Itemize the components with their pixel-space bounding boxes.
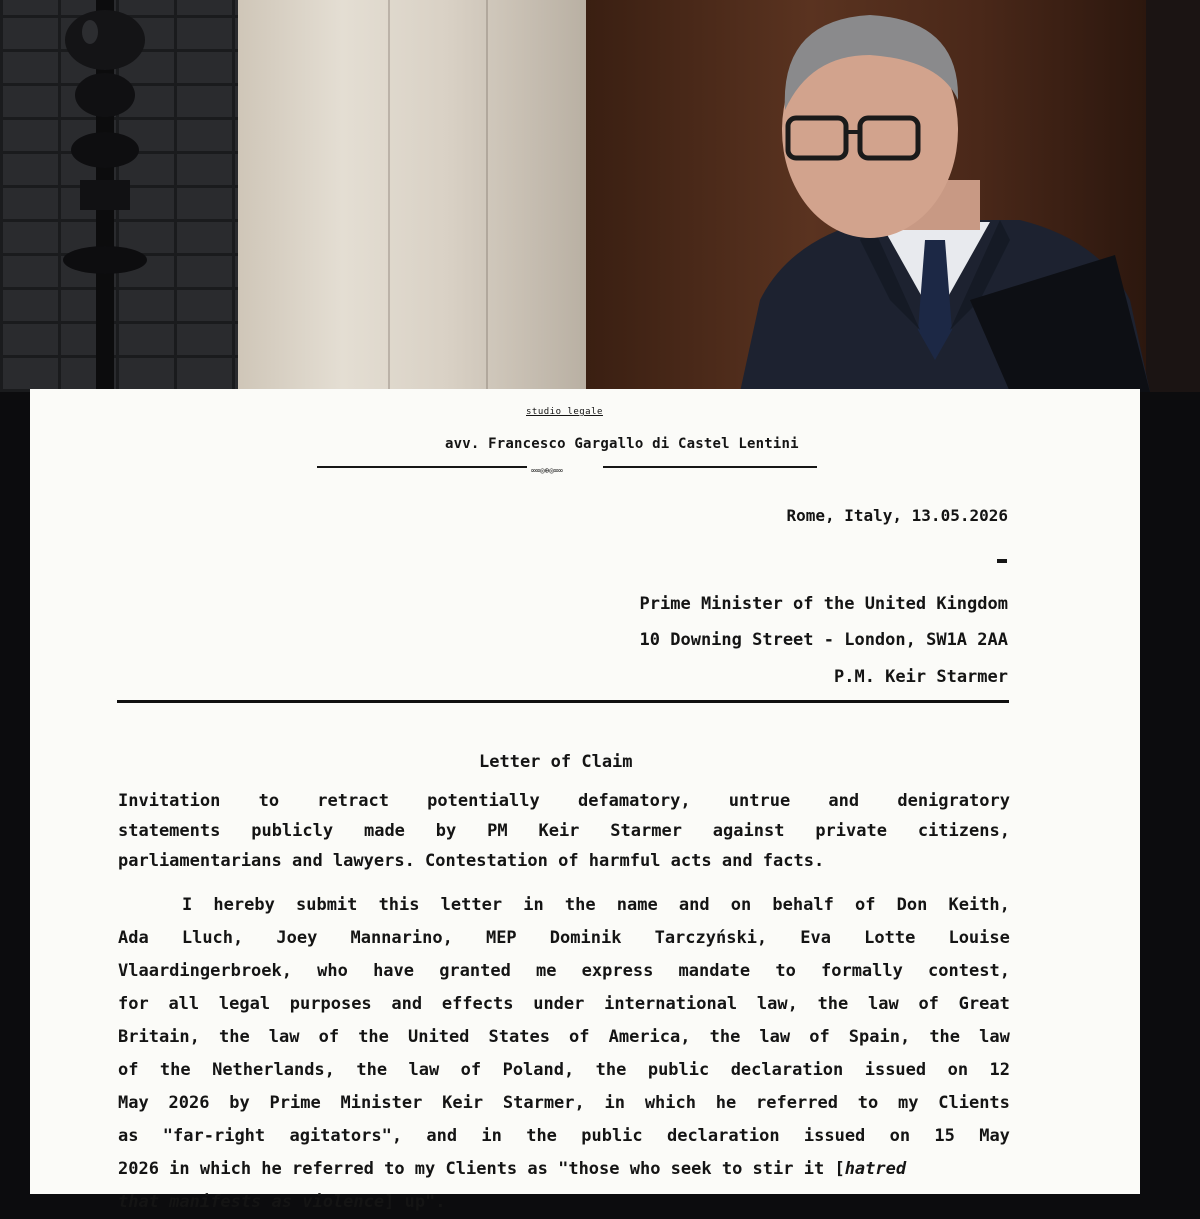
recipient-line-1: Prime Minister of the United Kingdom: [639, 594, 1008, 614]
word: Great: [958, 994, 1010, 1014]
word: to: [775, 961, 796, 981]
body-line: [118, 988, 1010, 1021]
word: mandate: [678, 961, 751, 981]
body-line: [118, 1021, 1010, 1054]
place-date: Rome, Italy, 13.05.2026: [786, 506, 1008, 525]
word: May: [979, 1126, 1010, 1146]
word: issued: [864, 1060, 927, 1080]
word: potentially: [427, 791, 540, 811]
word: issued: [803, 1126, 866, 1146]
word: Lotte: [864, 928, 916, 948]
word: and: [426, 1126, 458, 1146]
word: PM: [487, 821, 508, 841]
word: Prime: [269, 1093, 321, 1113]
word: law: [268, 1027, 300, 1047]
intro-line: parliamentarians and lawyers. Contestation of harmful acts and facts.: [118, 851, 825, 871]
word: Keir: [538, 821, 580, 841]
word: citizens,: [917, 821, 1010, 841]
word: America,: [608, 1027, 691, 1047]
header-divider: [117, 700, 1009, 703]
word: Ada: [118, 928, 149, 948]
word: Vlaardingerbroek,: [118, 961, 292, 981]
word: Louise: [948, 928, 1010, 948]
word: Minister: [340, 1093, 423, 1113]
body-line: [118, 955, 1010, 988]
body-line: [118, 889, 1010, 922]
word: the: [159, 1060, 191, 1080]
body-line: [118, 922, 1010, 955]
word: the: [595, 1060, 627, 1080]
word: of: [809, 1027, 830, 1047]
word: Don: [896, 895, 928, 915]
word: 12: [989, 1060, 1010, 1080]
word: May: [118, 1093, 149, 1113]
word: private: [815, 821, 887, 841]
word: United: [408, 1027, 470, 1047]
body-italic-text: hatred: [844, 1159, 907, 1179]
word: all: [168, 994, 200, 1014]
dark-edge: [1146, 0, 1200, 392]
word: 15: [934, 1126, 955, 1146]
word: Mannarino,: [350, 928, 453, 948]
word: Clients: [938, 1093, 1010, 1113]
word: the: [218, 1027, 250, 1047]
word: made: [363, 821, 405, 841]
recipient-line-3: P.M. Keir Starmer: [834, 667, 1008, 687]
word: and: [391, 994, 423, 1014]
word: of: [569, 1027, 590, 1047]
word: under: [533, 994, 585, 1014]
word: agitators",: [289, 1126, 403, 1146]
word: States: [488, 1027, 550, 1047]
word: effects: [441, 994, 514, 1014]
word: Britain,: [118, 1027, 200, 1047]
word: against: [712, 821, 785, 841]
body-line: [118, 1087, 1010, 1120]
word: and: [678, 895, 710, 915]
body-paragraph: [118, 889, 1010, 1219]
word: denigratory: [897, 791, 1010, 811]
header-photo: [0, 0, 1200, 392]
word: submit: [295, 895, 358, 915]
dash-mark: [997, 559, 1007, 563]
stone-pillar: [238, 0, 586, 392]
word: declaration: [666, 1126, 780, 1146]
word: on: [889, 1126, 911, 1146]
lawyer-name: avv. Francesco Gargallo di Castel Lentini: [445, 436, 799, 452]
body-line: [118, 1186, 1010, 1219]
body-italic-text: that manifests as violence: [118, 1192, 385, 1212]
word: law: [759, 1027, 791, 1047]
intro-line: [118, 786, 1010, 816]
word: have: [373, 961, 415, 981]
word: public: [647, 1060, 710, 1080]
word: international: [604, 994, 738, 1014]
word: which: [644, 1093, 696, 1113]
word: the: [929, 1027, 961, 1047]
word: of: [318, 1027, 340, 1047]
letterhead-emblem-icon: [527, 465, 603, 475]
word: law: [868, 994, 899, 1014]
letterhead-small: studio legale: [526, 407, 603, 417]
word: the: [817, 994, 849, 1014]
word: letter: [440, 895, 503, 915]
portrait-figure: [720, 0, 1150, 392]
word: me: [536, 961, 557, 981]
word: public: [581, 1126, 643, 1146]
word: Invitation: [118, 791, 221, 811]
word: this: [378, 895, 420, 915]
word: Eva: [800, 928, 832, 948]
body-line: [118, 1054, 1010, 1087]
body-text: ] up".: [384, 1192, 446, 1212]
word: Keith,: [948, 895, 1010, 915]
subject-title: Letter of Claim: [479, 752, 633, 772]
word: Spain,: [848, 1027, 911, 1047]
word: Starmer,: [502, 1093, 585, 1113]
word: Tarczyński,: [654, 928, 768, 948]
word: untrue: [728, 791, 791, 811]
body-line: [118, 1153, 1010, 1186]
word: of: [460, 1060, 482, 1080]
word: the: [526, 1126, 557, 1146]
word: contest,: [928, 961, 1010, 981]
word: Keir: [442, 1093, 484, 1113]
letter-document: [30, 389, 1140, 1212]
word: law,: [756, 994, 798, 1014]
word: the: [564, 895, 596, 915]
svg-text:∞∞◎⊕◎∞∞: ∞∞◎⊕◎∞∞: [531, 466, 563, 475]
word: who: [317, 961, 348, 981]
word: "far-right: [162, 1126, 266, 1146]
word: name: [616, 895, 658, 915]
word: behalf: [772, 895, 834, 915]
word: as: [118, 1126, 139, 1146]
word: to: [857, 1093, 879, 1113]
word: of: [118, 1060, 139, 1080]
lamp-post-icon: [30, 0, 180, 392]
recipient-line-2: 10 Downing Street - London, SW1A 2AA: [639, 630, 1008, 650]
subject-paragraph: [118, 786, 1010, 876]
word: legal: [218, 994, 271, 1014]
word: law: [408, 1060, 440, 1080]
word: on: [730, 895, 752, 915]
word: publicly: [251, 821, 334, 841]
word: of: [854, 895, 876, 915]
word: defamatory,: [577, 791, 691, 811]
word: MEP: [485, 928, 517, 948]
word: on: [947, 1060, 969, 1080]
word: granted: [439, 961, 511, 981]
word: by: [229, 1093, 250, 1113]
word: the: [356, 1060, 388, 1080]
word: statements: [118, 821, 221, 841]
word: retract: [317, 791, 389, 811]
word: Dominik: [549, 928, 622, 948]
word: Starmer: [610, 821, 682, 841]
word: to: [258, 791, 280, 811]
word: for: [118, 994, 149, 1014]
word: referred: [756, 1093, 838, 1113]
word: my: [897, 1093, 919, 1113]
word: I: [182, 895, 193, 915]
body-line: [118, 1120, 1010, 1153]
word: and: [828, 791, 860, 811]
word: express: [581, 961, 654, 981]
word: in: [523, 895, 544, 915]
word: Lluch,: [181, 928, 244, 948]
word: hereby: [213, 895, 275, 915]
word: Joey: [276, 928, 318, 948]
word: formally: [820, 961, 903, 981]
word: of: [918, 994, 939, 1014]
word: the: [358, 1027, 389, 1047]
word: by: [435, 821, 457, 841]
word: Netherlands,: [212, 1060, 335, 1080]
word: 2026: [168, 1093, 210, 1113]
word: he: [715, 1093, 737, 1113]
word: in: [604, 1093, 626, 1113]
word: law: [979, 1027, 1010, 1047]
word: in: [481, 1126, 502, 1146]
word: Poland,: [502, 1060, 575, 1080]
word: the: [709, 1027, 741, 1047]
intro-line: [118, 816, 1010, 846]
word: declaration: [730, 1060, 844, 1080]
word: purposes: [289, 994, 372, 1014]
body-text: 2026 in which he referred to my Clients as "those who seek to stir it [: [118, 1159, 845, 1179]
